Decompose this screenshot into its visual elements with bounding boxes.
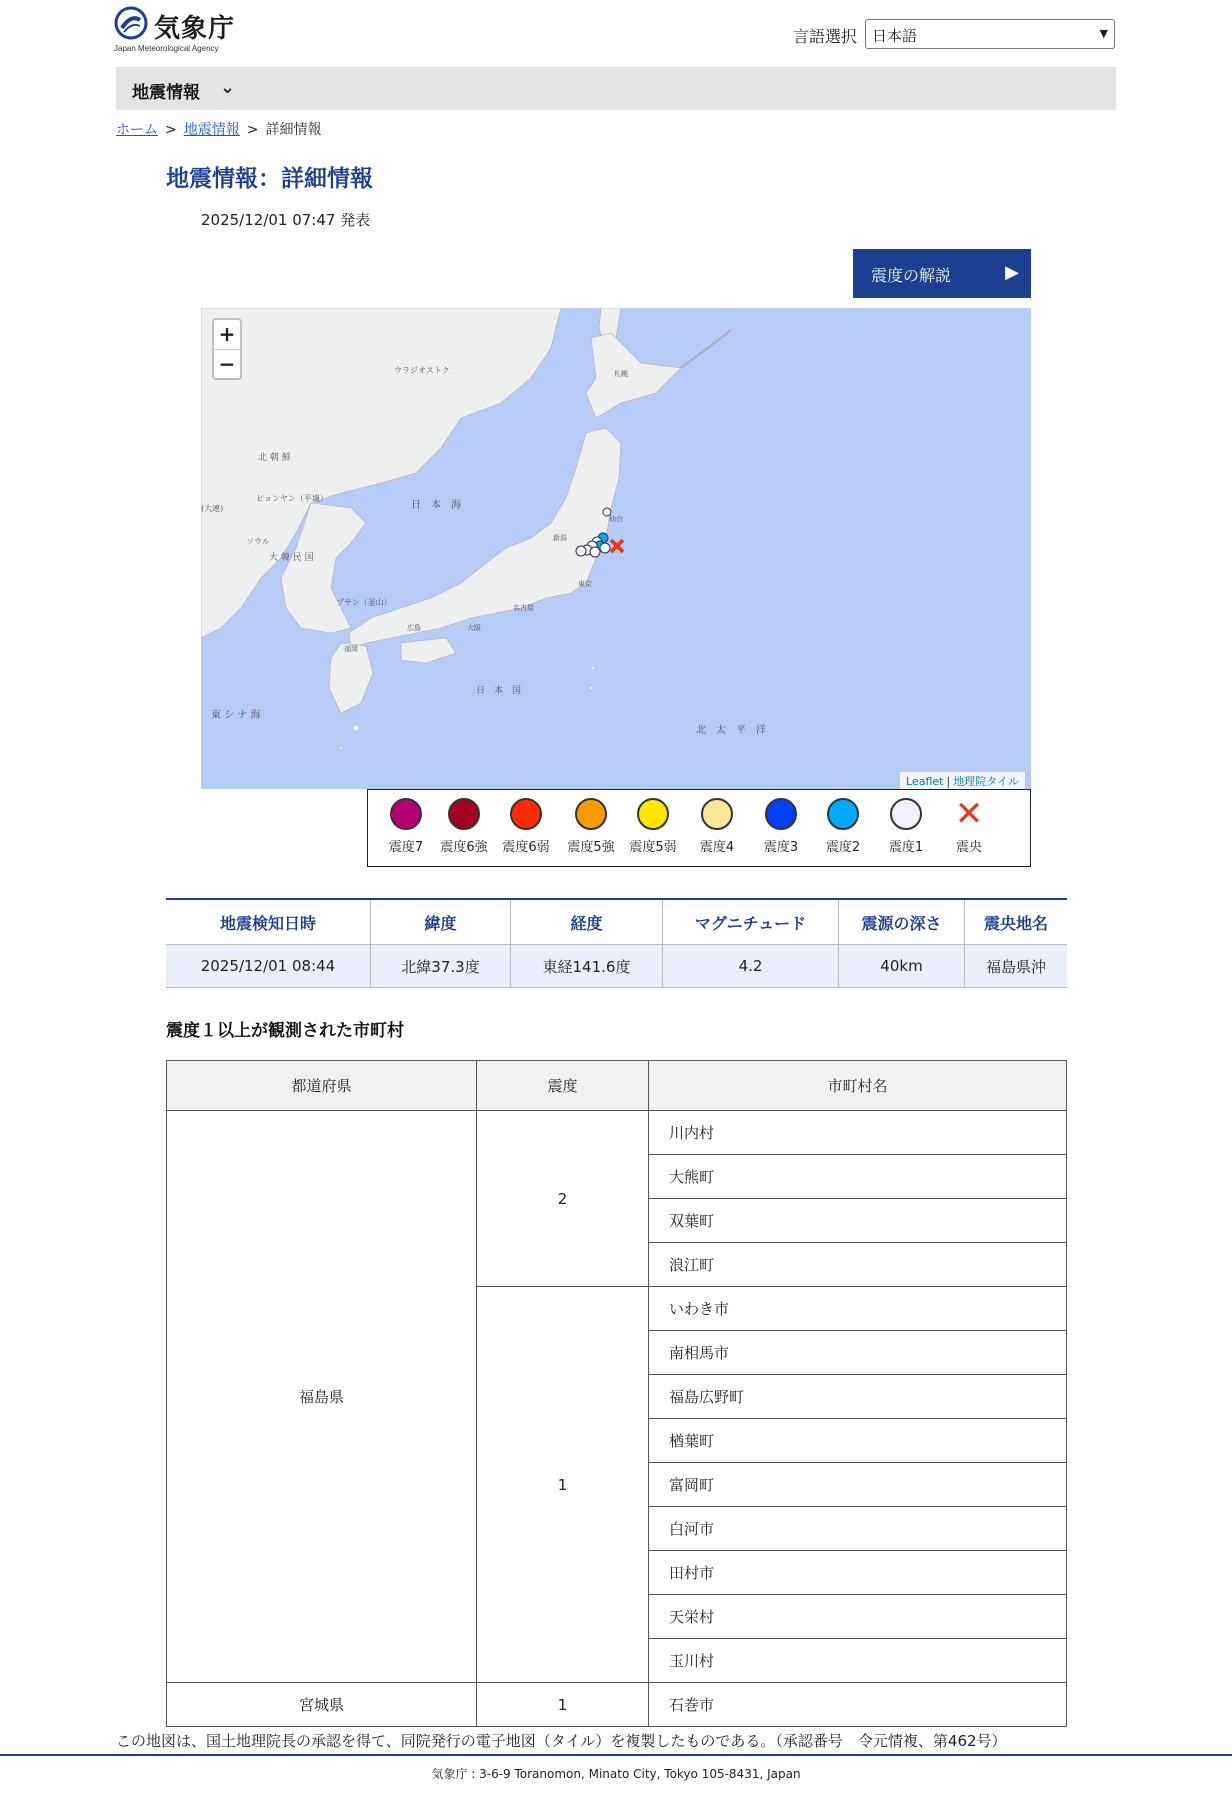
intensity-dot-icon bbox=[575, 798, 607, 830]
breadcrumb-separator: > bbox=[165, 122, 177, 138]
legend-item bbox=[373, 798, 439, 855]
kyushu-land bbox=[329, 643, 373, 713]
intensity-dot-icon bbox=[637, 798, 669, 830]
info-header: 震源の深さ bbox=[839, 899, 965, 945]
city-cell: 双葉町 bbox=[649, 1199, 1067, 1243]
legend-label: 震央 bbox=[955, 840, 982, 855]
city-cell: 大熊町 bbox=[649, 1155, 1067, 1199]
magnitude: 4.2 bbox=[663, 945, 839, 988]
legend-item bbox=[493, 798, 559, 855]
jma-logo-mark-icon bbox=[114, 6, 148, 40]
epicenter-marker bbox=[611, 540, 623, 552]
legend-label: 震度7 bbox=[388, 840, 424, 855]
info-header-row bbox=[166, 899, 1067, 945]
page-title: 地震情報：詳細情報 bbox=[166, 166, 373, 192]
depth: 40km bbox=[839, 945, 965, 988]
legend-label: 震度1 bbox=[888, 840, 924, 855]
breadcrumb-current: 詳細情報 bbox=[265, 122, 322, 138]
map-label: ピョンヤン（平壌） bbox=[256, 494, 328, 503]
info-header: 緯度 bbox=[371, 899, 511, 945]
detail-header: 市町村名 bbox=[649, 1061, 1067, 1111]
map-label: 大阪 bbox=[467, 624, 481, 632]
legend-item bbox=[748, 798, 814, 855]
info-header: 地震検知日時 bbox=[166, 899, 371, 945]
legend-item bbox=[558, 798, 624, 855]
city-cell: 川内村 bbox=[649, 1111, 1067, 1155]
legend-label: 震度3 bbox=[763, 840, 799, 855]
legend-item bbox=[936, 794, 1002, 855]
legend-item bbox=[620, 798, 686, 855]
city-cell: いわき市 bbox=[649, 1287, 1067, 1331]
map-label: (大連) bbox=[201, 504, 224, 513]
legend-label: 震度6強 bbox=[440, 840, 488, 855]
map-label: 名古屋 bbox=[513, 604, 534, 612]
prefecture-cell: 宮城県 bbox=[167, 1683, 477, 1727]
map-label: 広島 bbox=[407, 624, 421, 632]
detection-time: 2025/12/01 08:44 bbox=[166, 945, 371, 988]
epicenter-x-icon: ✕ bbox=[954, 794, 984, 834]
longitude: 東経141.6度 bbox=[511, 945, 663, 988]
table-row bbox=[167, 1683, 1067, 1727]
city-cell: 富岡町 bbox=[649, 1463, 1067, 1507]
detail-body bbox=[167, 1111, 1067, 1727]
intensity-cell: 2 bbox=[477, 1111, 649, 1287]
epicenter-name: 福島県沖 bbox=[965, 945, 1068, 988]
intensity-dot-icon bbox=[827, 798, 859, 830]
map-label: 日 本 海 bbox=[411, 500, 461, 511]
map-label: 東京 bbox=[578, 580, 592, 588]
chevron-down-icon: ▼ bbox=[1099, 27, 1108, 40]
nav-bar bbox=[116, 67, 1116, 110]
legend-item bbox=[810, 798, 876, 855]
intensity-cell: 1 bbox=[477, 1683, 649, 1727]
gsi-tiles-link[interactable]: 地理院タイル bbox=[953, 775, 1019, 788]
legend-label: 震度4 bbox=[699, 840, 735, 855]
municipality-intensity-table bbox=[166, 1060, 1067, 1727]
city-cell: 田村市 bbox=[649, 1551, 1067, 1595]
legend-label: 震度5弱 bbox=[629, 840, 677, 855]
city-cell: 南相馬市 bbox=[649, 1331, 1067, 1375]
map-label: プサン（釜山） bbox=[336, 598, 392, 607]
city-cell: 石巻市 bbox=[649, 1683, 1067, 1727]
map-label: 仙台 bbox=[609, 515, 623, 523]
section-heading: 震度１以上が観測された市町村 bbox=[166, 1021, 404, 1041]
legend-item bbox=[873, 798, 939, 855]
city-cell: 玉川村 bbox=[649, 1639, 1067, 1683]
detail-header: 都道府県 bbox=[167, 1061, 477, 1111]
intensity-dot-icon bbox=[765, 798, 797, 830]
breadcrumb-earthquake-link[interactable]: 地震情報 bbox=[183, 122, 240, 138]
map-label: 新潟 bbox=[553, 534, 567, 542]
map-label: 東 シ ナ 海 bbox=[211, 710, 261, 721]
chevron-down-icon[interactable]: ⌄ bbox=[220, 77, 236, 98]
legend-item bbox=[684, 798, 750, 855]
table-row bbox=[167, 1111, 1067, 1155]
earthquake-info-table bbox=[166, 898, 1067, 988]
map-copyright-note: この地図は、国土地理院長の承認を得て、同院発行の電子地図（タイル）を複製したものである。（承認番号 令元情複、第462号） bbox=[116, 1732, 1007, 1750]
breadcrumb-home-link[interactable]: ホーム bbox=[116, 122, 158, 138]
leaflet-link[interactable]: Leaflet bbox=[906, 775, 944, 788]
attribution-separator: | bbox=[946, 775, 951, 788]
earthquake-map[interactable] bbox=[201, 308, 1031, 789]
footer-address: 気象庁 : 3-6-9 Toranomon, Minato City, Tokyo 105-8431, Japan bbox=[431, 1767, 801, 1781]
city-cell: 白河市 bbox=[649, 1507, 1067, 1551]
map-label: ウラジオストク bbox=[394, 366, 450, 375]
intensity-dot-icon bbox=[510, 798, 542, 830]
zoom-out-button[interactable]: − bbox=[218, 352, 236, 376]
language-select[interactable] bbox=[865, 19, 1115, 49]
intensity-dot-icon bbox=[890, 798, 922, 830]
detail-header-row bbox=[167, 1061, 1067, 1111]
city-cell: 浪江町 bbox=[649, 1243, 1067, 1287]
map-label: ソウル bbox=[246, 537, 270, 546]
issued-timestamp: 2025/12/01 07:47 発表 bbox=[201, 211, 371, 229]
map-zoom-control bbox=[212, 318, 242, 380]
play-arrow-icon: ▶ bbox=[1005, 262, 1019, 283]
info-value-row bbox=[166, 945, 1067, 988]
legend-label: 震度5強 bbox=[567, 840, 615, 855]
breadcrumb-separator: > bbox=[246, 122, 259, 138]
hokkaido-land bbox=[586, 333, 681, 418]
map-label: 北 朝 鮮 bbox=[258, 453, 291, 463]
city-cell: 福島広野町 bbox=[649, 1375, 1067, 1419]
map-label: 大 韓 民 国 bbox=[269, 553, 314, 563]
intensity-dot-icon bbox=[390, 798, 422, 830]
info-header: 経度 bbox=[511, 899, 663, 945]
city-cell: 天栄村 bbox=[649, 1595, 1067, 1639]
map-label: 福岡 bbox=[344, 645, 358, 653]
latitude: 北緯37.3度 bbox=[371, 945, 511, 988]
language-label: 言語選択 bbox=[793, 27, 858, 46]
map-label: 日 本 国 bbox=[476, 686, 522, 696]
intensity-guide-label: 震度の解説 bbox=[871, 266, 952, 285]
zoom-in-button[interactable]: + bbox=[214, 320, 240, 350]
map-attribution bbox=[900, 772, 1025, 790]
footer-divider bbox=[0, 1754, 1232, 1756]
detail-header: 震度 bbox=[477, 1061, 649, 1111]
intensity-dot-icon bbox=[448, 798, 480, 830]
legend-label: 震度6弱 bbox=[502, 840, 550, 855]
language-select-value: 日本語 bbox=[872, 27, 918, 45]
map-canvas bbox=[201, 308, 1031, 789]
legend-item bbox=[431, 798, 497, 855]
intensity-legend bbox=[367, 789, 1031, 867]
legend-label: 震度2 bbox=[825, 840, 861, 855]
logo-name: 気象庁 bbox=[154, 14, 236, 44]
map-label: 北 太 平 洋 bbox=[696, 725, 766, 736]
jma-logo[interactable] bbox=[114, 6, 254, 54]
breadcrumb bbox=[116, 119, 321, 139]
city-cell: 楢葉町 bbox=[649, 1419, 1067, 1463]
kuril-land bbox=[681, 330, 731, 368]
logo-english: Japan Meteorological Agency bbox=[114, 44, 219, 53]
info-header: 震央地名 bbox=[965, 899, 1068, 945]
nav-menu-title[interactable]: 地震情報 bbox=[132, 83, 200, 103]
intensity-cell: 1 bbox=[477, 1287, 649, 1683]
prefecture-cell: 福島県 bbox=[167, 1111, 477, 1683]
intensity-dot-icon bbox=[701, 798, 733, 830]
shikoku-land bbox=[401, 638, 456, 663]
intensity-guide-button[interactable] bbox=[853, 249, 1031, 298]
info-header: マグニチュード bbox=[663, 899, 839, 945]
map-label: 札幌 bbox=[614, 370, 628, 378]
